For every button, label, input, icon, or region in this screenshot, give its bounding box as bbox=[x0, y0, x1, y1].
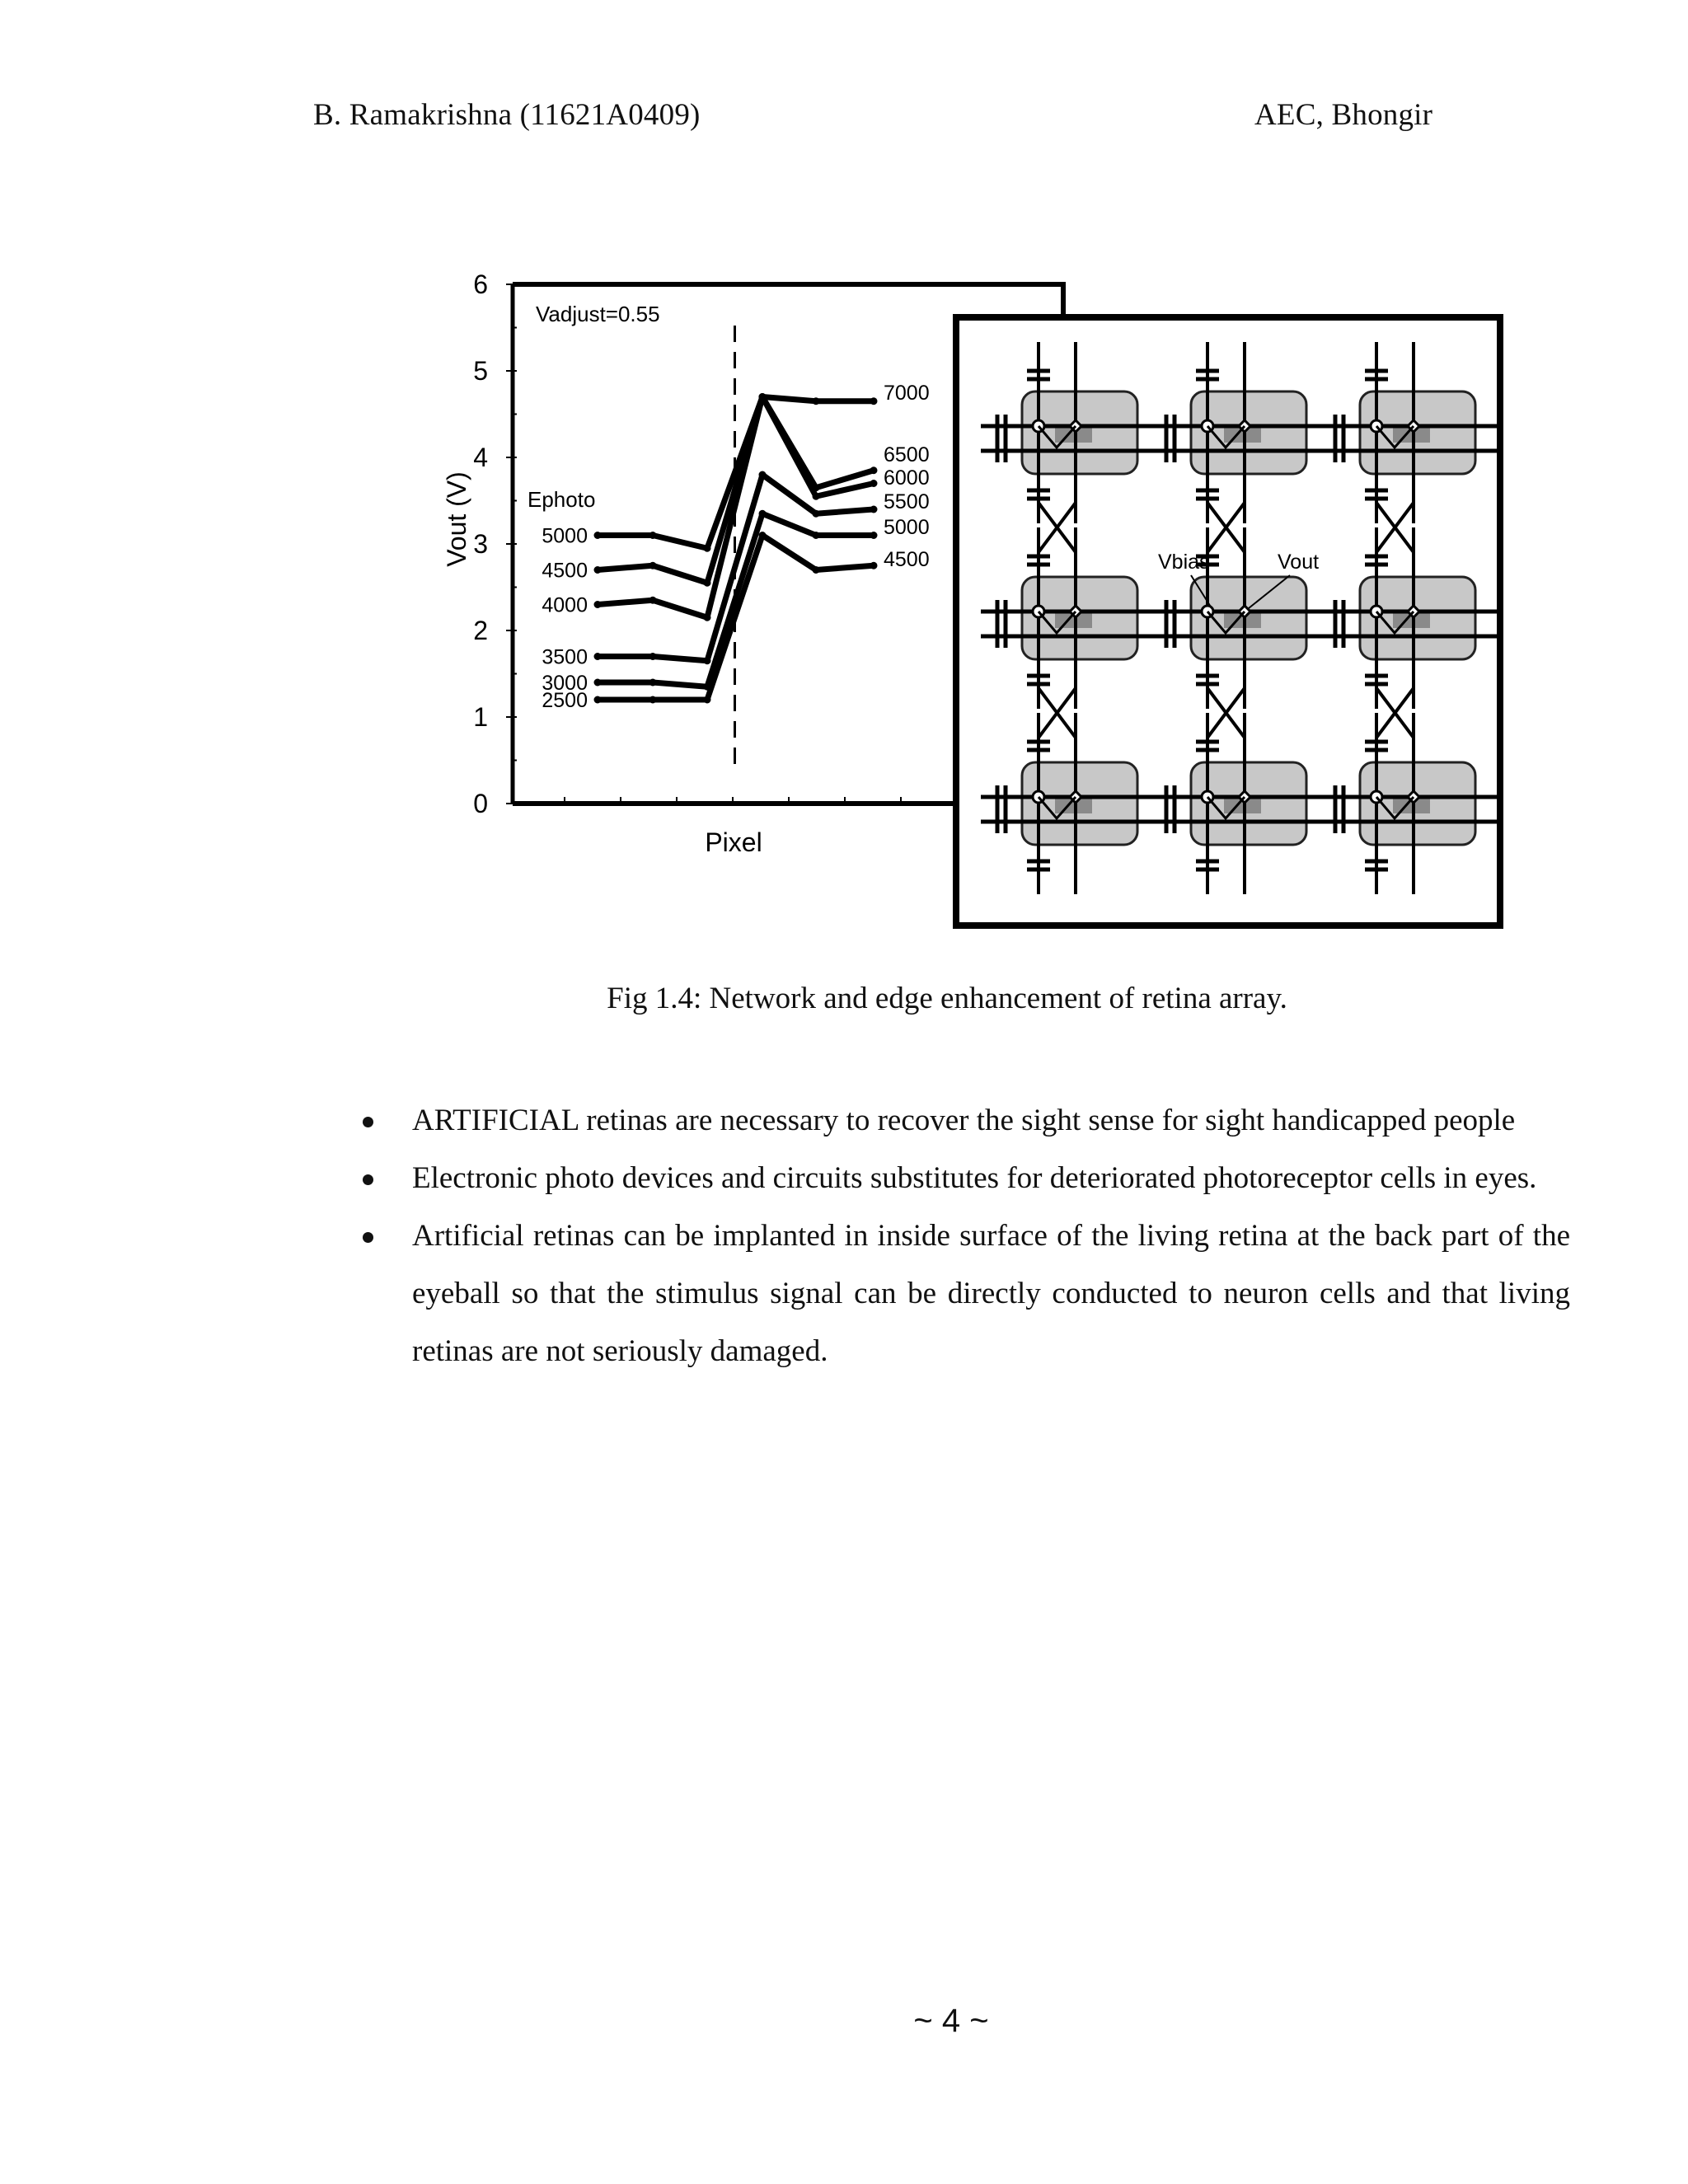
y-tick-label: 6 bbox=[473, 269, 488, 299]
series-left-label: 2500 bbox=[542, 689, 588, 712]
bullet-text: ARTIFICIAL retinas are necessary to recover the sight sense for sight handicapped people bbox=[412, 1104, 1516, 1137]
data-point bbox=[870, 466, 878, 474]
data-point bbox=[649, 696, 657, 704]
y-axis-label: Vout (V) bbox=[442, 471, 471, 567]
y-tick-label: 2 bbox=[473, 616, 488, 645]
bullet-item bbox=[354, 1207, 1570, 1380]
bullet-text: Artificial retinas can be implanted in inside surface of the living retina at the back part of the eyeball so that the stimulus signal can be directly conducted to neuron cells and that living retinas are not seriously damaged. bbox=[412, 1219, 1570, 1368]
data-point bbox=[649, 653, 657, 660]
label-vbias: Vbias bbox=[1158, 551, 1210, 574]
data-point bbox=[759, 393, 767, 401]
bullet-dot bbox=[363, 1232, 373, 1243]
series-left-label: 3500 bbox=[542, 645, 588, 669]
data-point bbox=[649, 679, 657, 687]
y-tick-label: 0 bbox=[473, 789, 488, 818]
x-axis-label: Pixel bbox=[705, 827, 762, 857]
data-point bbox=[594, 653, 602, 660]
series-right-label: 6500 bbox=[884, 443, 930, 466]
figure-svg bbox=[429, 260, 1508, 931]
data-point bbox=[704, 579, 711, 587]
data-point bbox=[759, 510, 767, 518]
data-point bbox=[704, 614, 711, 621]
bullet-item bbox=[354, 1092, 1570, 1150]
figure-retina-array bbox=[429, 260, 1508, 931]
y-tick-label: 4 bbox=[473, 443, 488, 472]
page-number: ~ 4 ~ bbox=[913, 2003, 989, 2039]
series-right-label: 7000 bbox=[884, 382, 930, 405]
data-point bbox=[813, 532, 820, 539]
legend-title: Ephoto bbox=[528, 487, 596, 512]
bullet-item bbox=[354, 1150, 1570, 1207]
series-right-label: 4500 bbox=[884, 548, 930, 571]
data-point bbox=[870, 480, 878, 487]
bullet-dot bbox=[363, 1117, 373, 1127]
bullet-dot bbox=[363, 1174, 373, 1185]
data-point bbox=[870, 532, 878, 539]
series-left-label: 5000 bbox=[542, 524, 588, 548]
data-point bbox=[813, 510, 820, 518]
bullet-list bbox=[354, 1092, 1570, 1380]
y-tick-label: 1 bbox=[473, 702, 488, 732]
data-point bbox=[594, 601, 602, 608]
series-left-label: 3000 bbox=[542, 672, 588, 695]
data-point bbox=[813, 566, 820, 574]
series-right-label: 6000 bbox=[884, 466, 930, 490]
figure-caption: Fig 1.4: Network and edge enhancement of retina array. bbox=[607, 982, 1287, 1015]
data-point bbox=[649, 562, 657, 569]
data-point bbox=[759, 532, 767, 539]
header-institution: AEC, Bhongir bbox=[1254, 98, 1433, 132]
y-tick-label: 5 bbox=[473, 356, 488, 386]
data-point bbox=[870, 397, 878, 405]
data-point bbox=[649, 532, 657, 539]
data-point bbox=[594, 679, 602, 687]
data-point bbox=[870, 562, 878, 569]
data-point bbox=[759, 471, 767, 479]
series-right-label: 5500 bbox=[884, 490, 930, 513]
series-line bbox=[598, 397, 874, 618]
bullet-text: Electronic photo devices and circuits substitutes for deteriorated photoreceptor cells in eyes. bbox=[412, 1161, 1537, 1195]
data-point bbox=[704, 696, 711, 704]
data-point bbox=[704, 657, 711, 664]
retina-array-diagram bbox=[956, 317, 1500, 926]
data-point bbox=[813, 397, 820, 405]
chart-annotation: Vadjust=0.55 bbox=[536, 302, 660, 326]
data-point bbox=[594, 566, 602, 574]
header-author: B. Ramakrishna (11621A0409) bbox=[313, 98, 701, 132]
data-point bbox=[649, 597, 657, 604]
series-left-label: 4000 bbox=[542, 593, 588, 617]
data-point bbox=[704, 545, 711, 552]
y-tick-label: 3 bbox=[473, 529, 488, 559]
label-vout: Vout bbox=[1278, 551, 1320, 574]
series-left-label: 4500 bbox=[542, 559, 588, 583]
data-point bbox=[870, 506, 878, 513]
data-point bbox=[594, 532, 602, 539]
data-point bbox=[813, 493, 820, 500]
data-point bbox=[594, 696, 602, 704]
series-right-label: 5000 bbox=[884, 516, 930, 539]
